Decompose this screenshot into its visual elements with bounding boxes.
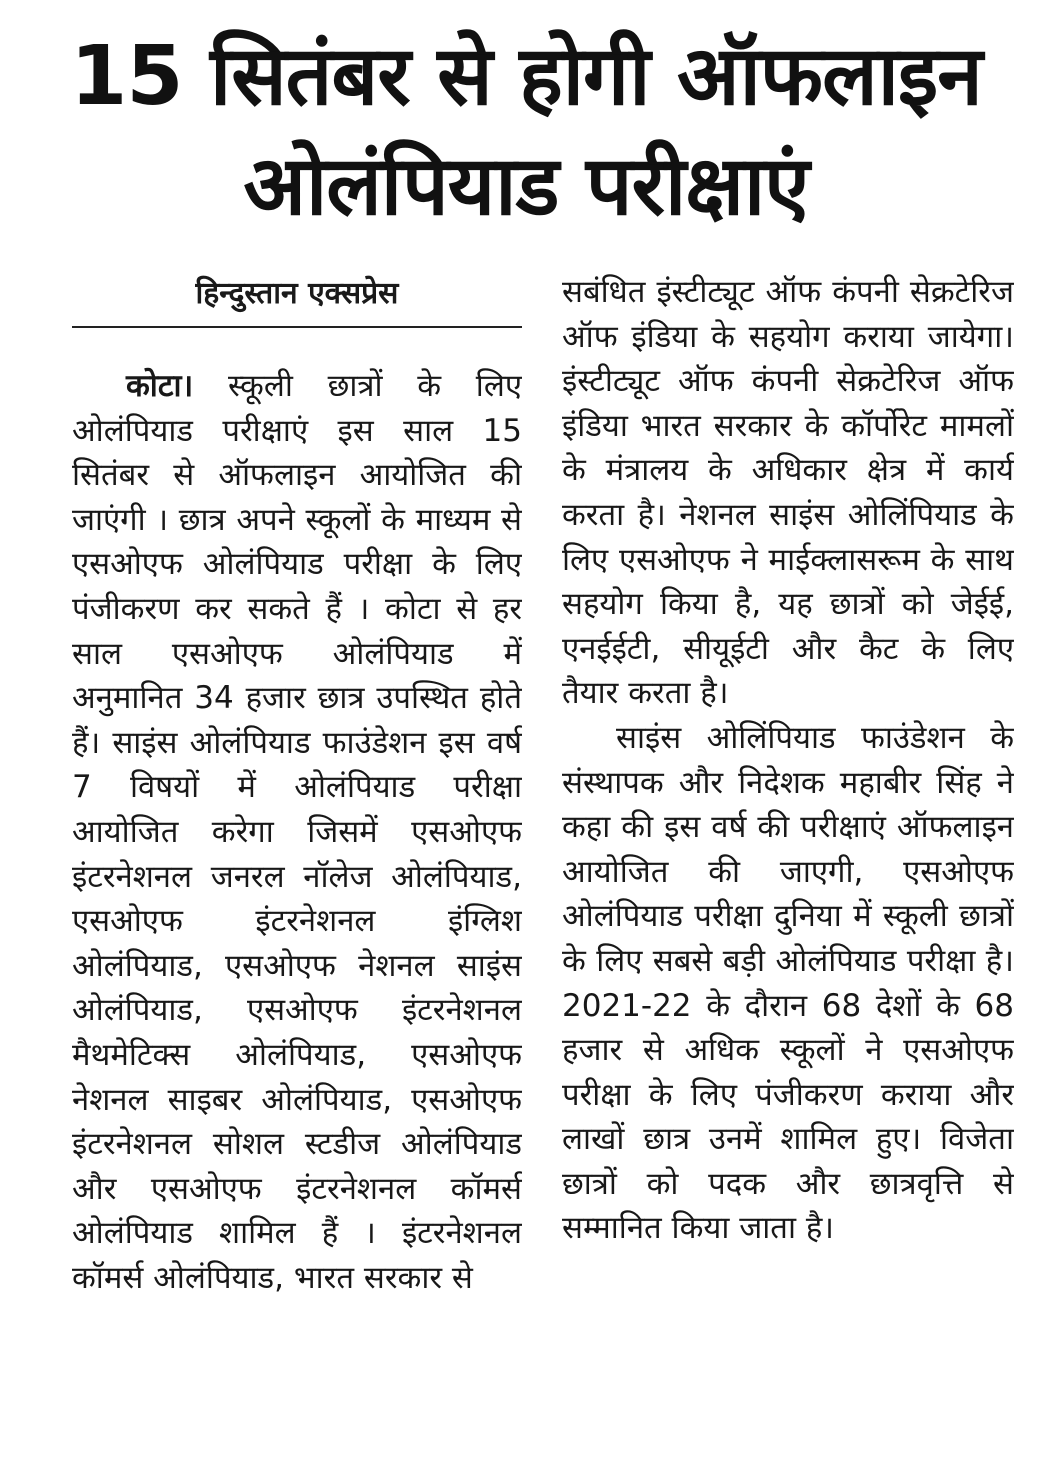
headline-line-2: ओलंपियाड परीक्षाएं	[243, 139, 809, 234]
article-column-right	[562, 270, 1014, 1456]
article-paragraph-1-continued: सबंधित इंस्टीट्यूट ऑफ कंपनी सेक्रटेरिज ऑफ इंडिया के सहयोग कराया जायेगा। इंस्टीट्यूट ऑफ कंपनी सेक्रटेरिज ऑफ इंडिया भारत सरकार के कॉर्पोरेट मामलों के मंत्रालय के अधिकार क्षेत्र में कार्य करता है। नेशनल साइंस ओलिंपियाड के लिए एसओएफ ने माईक्लासरूम के साथ सहयोग किया है, यह छात्रों को जेईई, एनईईटी, सीयूईटी और कैट के लिए तैयार करता है।	[562, 274, 1014, 712]
article-paragraph-1-text: स्कूली छात्रों के लिए ओलंपियाड परीक्षाएं इस साल 15 सितंबर से ऑफलाइन आयोजित की जाएंगी । छात्र अपने स्कूलों के माध्यम से एसओएफ ओलंपियाड परीक्षा के लिए पंजीकरण कर सकते हैं । कोटा से हर साल एसओएफ ओलंपियाड में अनुमानित 34 हजार छात्र उपस्थित होते हैं। साइंस ओलंपियाड फाउंडेशन इस वर्ष 7 विषयों में ओलंपियाड परीक्षा आयोजित करेगा जिसमें एसओएफ इंटरनेशनल जनरल नॉलेज ओलंपियाड, एसओएफ इंटरनेशनल इंग्लिश ओलंपियाड, एसओएफ नेशनल साइंस ओलंपियाड, एसओएफ इंटरनेशनल मैथमेटिक्स ओलंपियाड, एसओएफ नेशनल साइबर ओलंपियाड, एसओएफ इंटरनेशनल सोशल स्टडीज ओलंपियाड और एसओएफ इंटरनेशनल कॉमर्स ओलंपियाड शामिल हैं । इंटरनेशनल कॉमर्स ओलंपियाड, भारत सरकार से	[72, 368, 522, 1296]
byline-rule	[72, 326, 522, 328]
article-paragraph-2: साइंस ओलिंपियाड फाउंडेशन के संस्थापक और निदेशक महाबीर सिंह ने कहा की इस वर्ष की परीक्षाएं ऑफलाइन आयोजित की जाएगी, एसओएफ ओलंपियाड परीक्षा दुनिया में स्कूली छात्रों के लिए सबसे बड़ी ओलंपियाड परीक्षा है। 2021-22 के दौरान 68 देशों के 68 हजार से अधिक स्कूलों ने एसओएफ परीक्षा के लिए पंजीकरण कराया और लाखों छात्र उनमें शामिल हुए। विजेता छात्रों को पदक और छात्रवृत्ति से सम्मानित किया जाता है।	[562, 719, 1014, 1247]
headline	[30, 22, 1022, 242]
article-paragraph-1	[72, 364, 522, 1300]
article-column-left	[72, 364, 522, 1454]
dateline: कोटा।	[126, 368, 194, 404]
headline-line-1: 15 सितंबर से होगी ऑफलाइन	[70, 29, 982, 124]
byline: हिन्दुस्तान एक्सप्रेस	[195, 276, 399, 311]
